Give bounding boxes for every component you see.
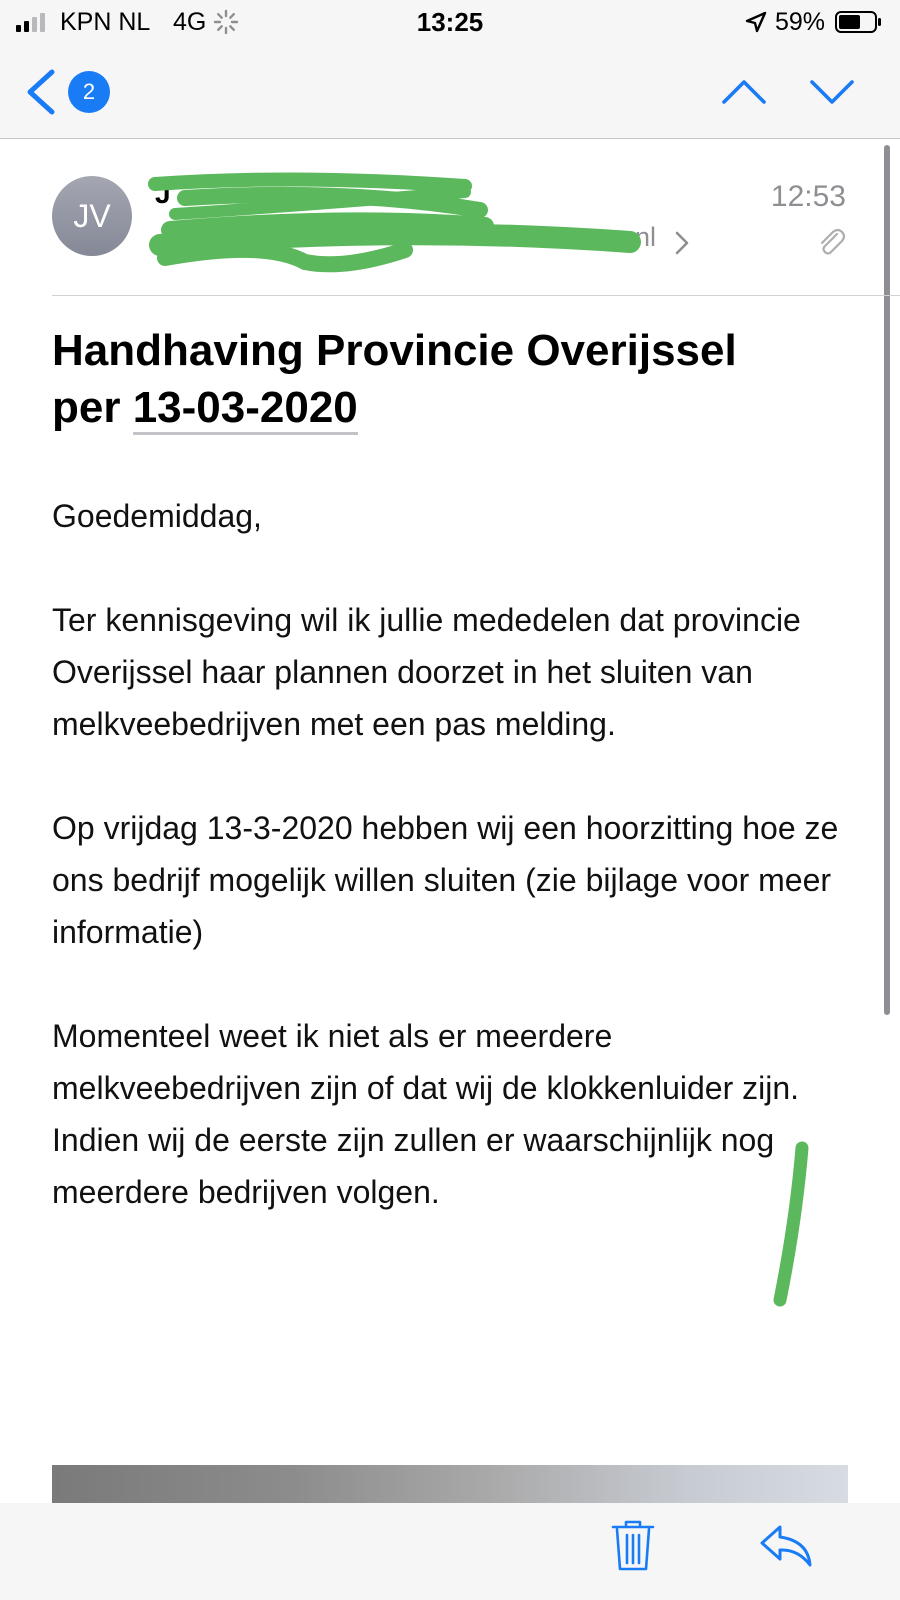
body-paragraph: Ter kennisgeving wil ik jullie mededelen dat provincie Overijssel haar plannen doorzet in het sluiten van melkveebedrijven met een pas melding. <box>52 602 801 742</box>
reply-icon[interactable] <box>758 1523 814 1569</box>
battery-icon <box>835 11 883 33</box>
sender-avatar[interactable]: JV <box>52 176 132 256</box>
status-bar <box>0 0 900 50</box>
location-arrow-icon <box>744 10 768 34</box>
battery-percent: 59% <box>775 8 826 36</box>
body-paragraph: Momenteel weet ik niet als er meerdere melkveebedrijven zijn of dat wij de klokkenluider zijn. Indien wij de eerste zijn zullen er waarschijnlijk nog meerdere bedrijven volgen. <box>52 1018 800 1210</box>
message-time: 12:53 <box>770 180 846 213</box>
unread-count-badge[interactable]: 2 <box>68 71 110 113</box>
message-body <box>52 490 852 1270</box>
paperclip-icon <box>815 226 847 258</box>
chevron-left-icon[interactable] <box>22 66 62 118</box>
navigation-bar <box>0 50 900 139</box>
scroll-indicator[interactable] <box>884 145 890 1015</box>
trash-icon[interactable] <box>610 1519 656 1573</box>
attachment-preview[interactable] <box>52 1465 848 1505</box>
header-divider <box>52 295 900 296</box>
chevron-right-icon[interactable] <box>673 228 691 258</box>
body-paragraph: Goedemiddag, <box>52 498 262 534</box>
green-pen-mark <box>770 1140 810 1315</box>
subject-date-link[interactable]: 13-03-2020 <box>133 383 358 435</box>
network-type: 4G <box>173 8 207 36</box>
body-paragraph: Op vrijdag 13-3-2020 hebben wij een hoorzitting hoe ze ons bedrijf mogelijk willen sluiten (zie bijlage voor meer informatie) <box>52 810 839 950</box>
bottom-toolbar <box>0 1503 900 1600</box>
chevron-down-icon[interactable] <box>808 72 856 112</box>
chevron-up-icon[interactable] <box>720 72 768 112</box>
carrier-name: KPN NL <box>60 8 151 36</box>
redaction-scribble <box>145 170 655 280</box>
subject-line: Handhaving Provincie Overijssel <box>52 326 737 375</box>
subject-prefix: per <box>52 383 133 432</box>
message-subject <box>52 322 852 436</box>
sender-name[interactable]: J <box>155 178 171 209</box>
clock: 13:25 <box>416 7 484 37</box>
sender-address-tail: nl <box>635 222 657 252</box>
